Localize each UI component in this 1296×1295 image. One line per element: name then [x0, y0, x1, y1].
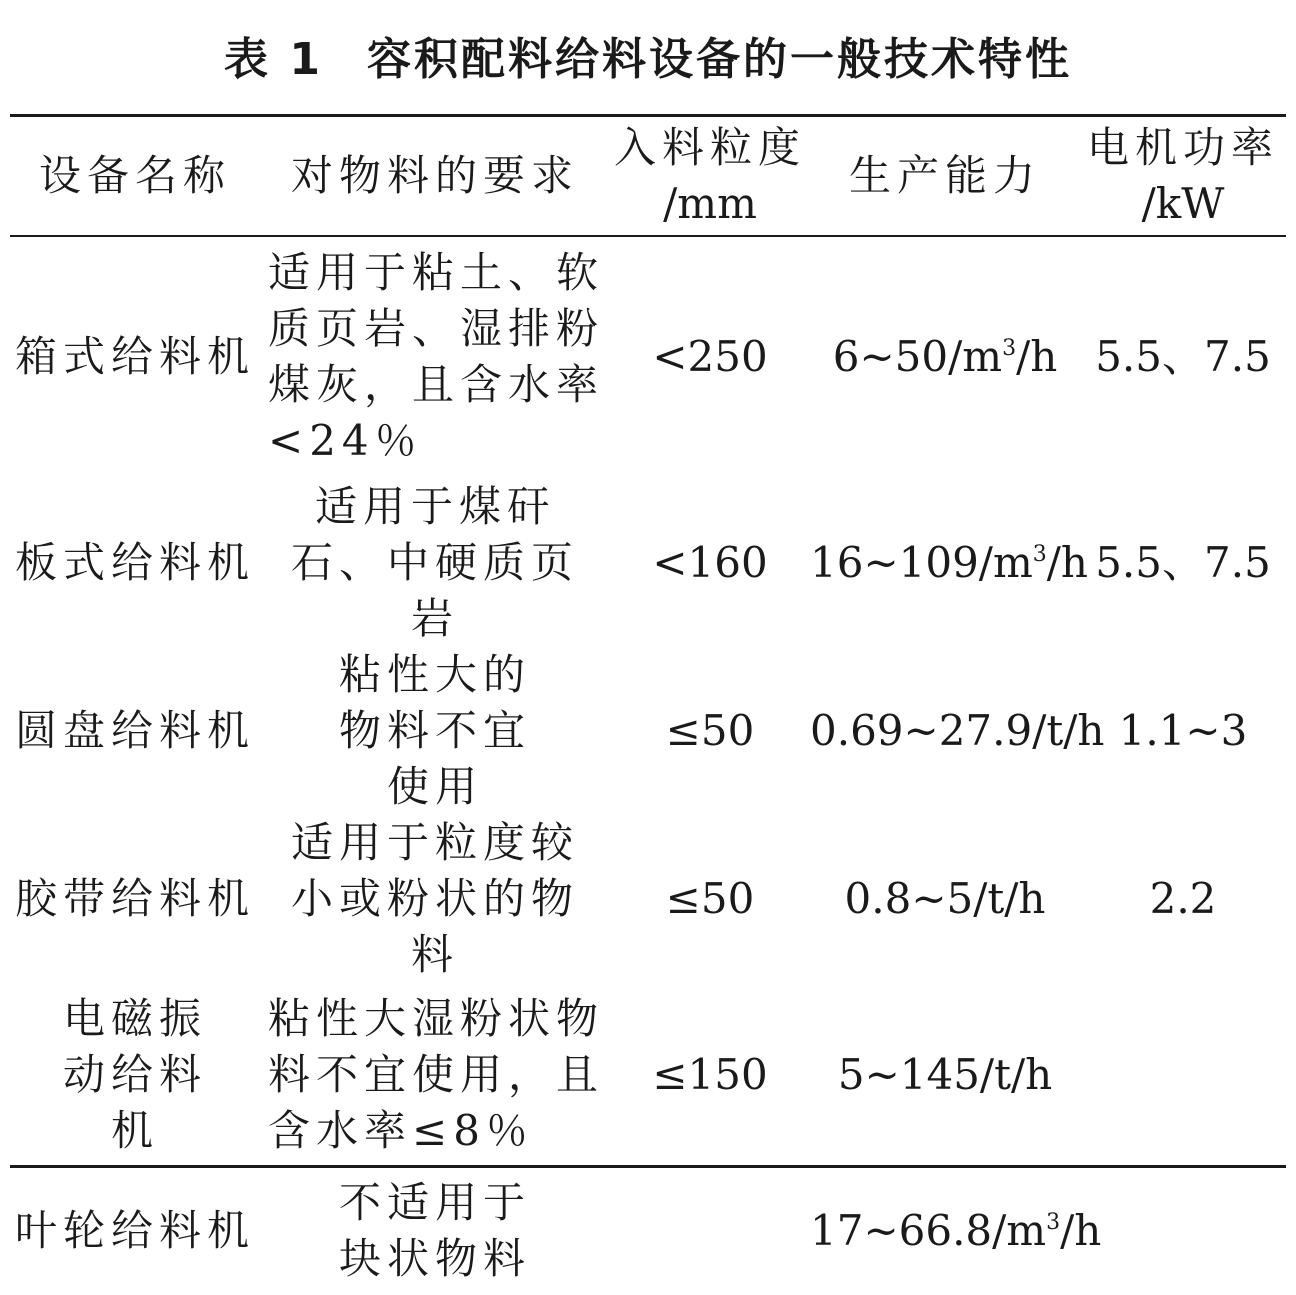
capacity-exponent: 3: [1046, 1210, 1061, 1235]
cell-power: 5.5、7.5: [1095, 332, 1271, 381]
capacity-value: 6~50/m: [832, 332, 1003, 381]
cell-requirement: 粘性大湿粉状物料不宜使用，且含水率≤8％: [268, 994, 605, 1155]
cell-size: <250: [652, 332, 768, 381]
cell-size: <160: [652, 538, 768, 587]
cell-name: 板式给料机: [14, 538, 255, 587]
cell-name: 圆盘给料机: [14, 706, 255, 755]
header-power-label: 电机功率: [1086, 123, 1279, 172]
table-row: [10, 983, 1286, 1167]
header-capacity: 生产能力: [848, 151, 1041, 200]
cell-power: 2.2: [1149, 874, 1217, 923]
cell-name: 胶带给料机: [14, 874, 255, 923]
cell-capacity: [810, 815, 1080, 983]
table-row: [10, 1167, 1286, 1295]
capacity-unit: /h: [1060, 1206, 1102, 1255]
table-row: [10, 815, 1286, 983]
table-caption: [0, 26, 1296, 94]
header-requirement: 对物料的要求: [290, 151, 579, 200]
cell-requirement: 适用于煤矸石、中硬质页岩: [290, 482, 579, 643]
capacity-exponent: 3: [1002, 336, 1017, 361]
cell-capacity: [810, 235, 1080, 479]
cell-name: 叶轮给料机: [14, 1206, 255, 1255]
table-title: 容积配料给料设备的一般技术特性: [366, 34, 1072, 85]
header-size: [610, 117, 810, 235]
table-row: [10, 479, 1286, 647]
capacity-value: 0.69~27.9/t/h: [810, 706, 1105, 755]
capacity-value: 17~66.8/m: [810, 1206, 1047, 1255]
header-power-unit: /kW: [1141, 179, 1225, 228]
cell-power: [1080, 1167, 1286, 1295]
cell-requirement: 粘性大的物料不宜使用: [338, 650, 531, 811]
cell-requirement: 适用于粘土、软质页岩、湿排粉煤灰，且含水率<24％: [268, 248, 605, 465]
header-row: [10, 117, 1286, 235]
cell-size: ≤50: [665, 706, 755, 755]
cell-power: 5.5、7.5: [1095, 538, 1271, 587]
cell-size: ≤50: [665, 874, 755, 923]
table-row: [10, 235, 1286, 479]
header-size-label: 入料粒度: [613, 123, 806, 172]
cell-capacity: [810, 647, 1105, 815]
cell-name: 箱式给料机: [14, 332, 255, 381]
cell-capacity: [810, 1167, 1102, 1295]
cell-requirement: 不适用于块状物料: [338, 1178, 531, 1283]
capacity-exponent: 3: [1032, 542, 1047, 567]
cell-requirement: 适用于粒度较小或粉状的物料: [290, 818, 579, 979]
capacity-value: 16~109/m: [810, 538, 1033, 587]
capacity-value: 0.8~5/t/h: [844, 874, 1046, 923]
cell-capacity: [810, 983, 1080, 1167]
cell-power: 1.1~3: [1118, 706, 1248, 755]
table-row: [10, 647, 1286, 815]
header-size-unit: /mm: [663, 179, 757, 228]
header-name: 设备名称: [38, 151, 231, 200]
capacity-unit: /h: [1016, 332, 1058, 381]
capacity-unit: /h: [1046, 538, 1088, 587]
table-number: 表 1: [224, 34, 323, 85]
capacity-value: 5~145/t/h: [837, 1050, 1053, 1099]
cell-capacity: [810, 479, 1088, 647]
cell-size: [610, 1167, 810, 1295]
cell-name: 电磁振动给料机: [62, 994, 207, 1155]
cell-size: ≤150: [652, 1050, 768, 1099]
header-power: [1080, 117, 1286, 235]
cell-power: [1080, 983, 1286, 1167]
equipment-table: [10, 117, 1286, 1295]
